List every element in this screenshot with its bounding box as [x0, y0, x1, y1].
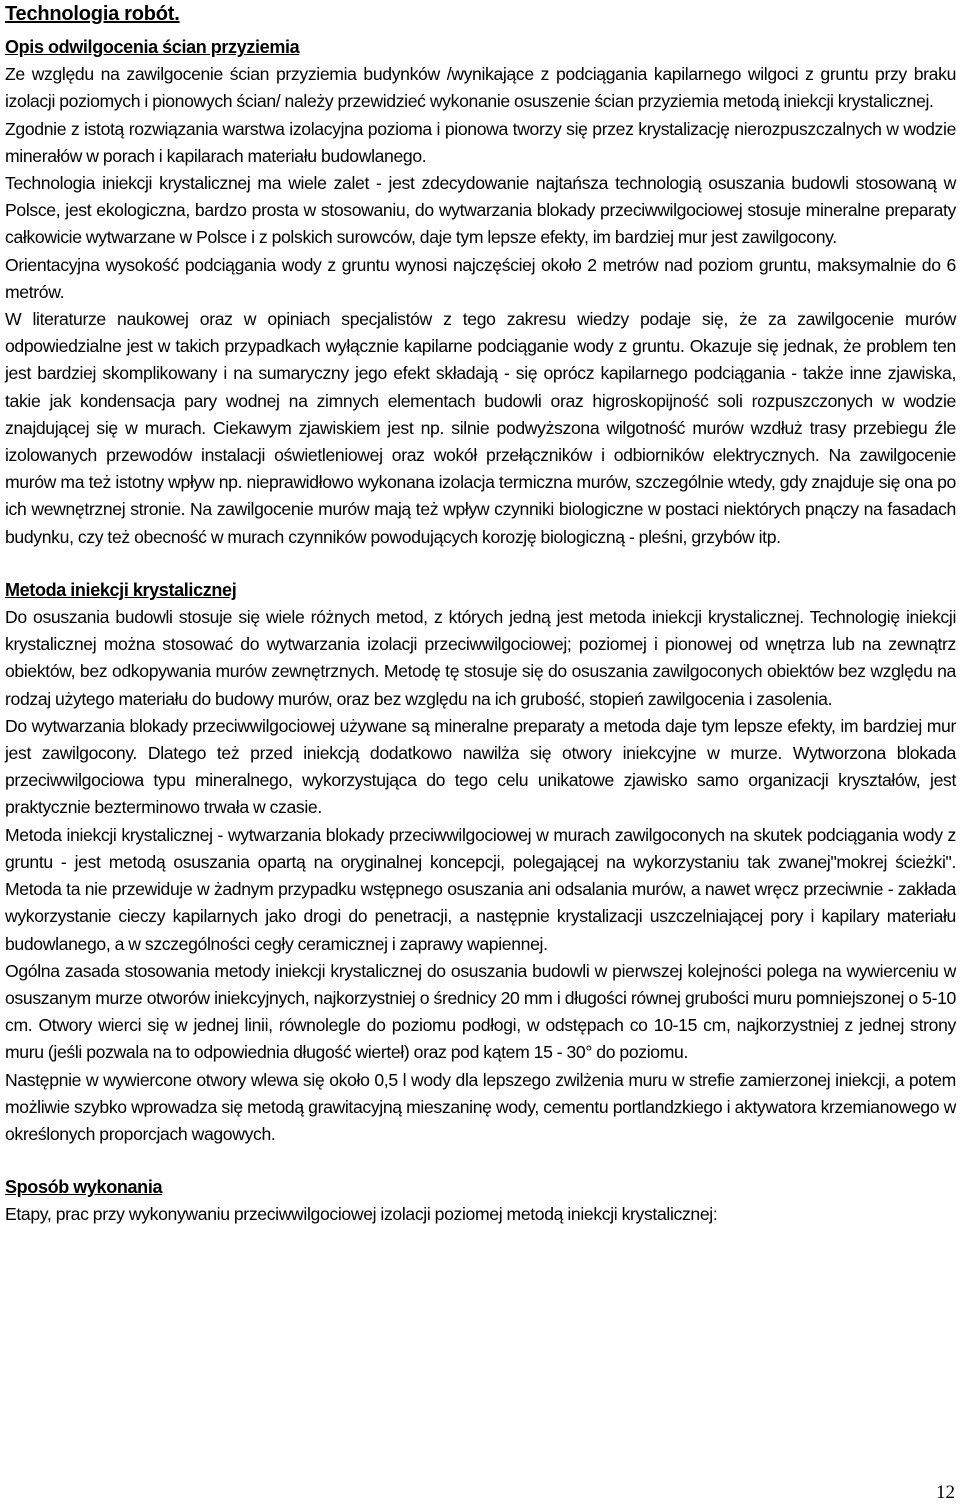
- spacer: [5, 1148, 956, 1174]
- paragraph: Metoda iniekcji krystalicznej - wytwarzania blokady przeciwwilgociowej w murach zawilgoconych na skutek podciągania wody z gruntu - jest metodą osuszania opartą na oryginalnej koncepcji, polegającej na wykorzystaniu tak zwanej"mokrej ścieżki". Metoda ta nie przewiduje w żadnym przypadku wstępnego osuszania ani odsalania murów, a nawet wręcz przeciwnie - zakłada wykorzystanie cieczy kapilarnych jako drogi do penetracji, a następnie krystalizacji uszczelniającej pory i kapilary materiału budowlanego, a w szczególności cegły ceramicznej i zaprawy wapiennej.: [5, 824, 956, 954]
- paragraph: Etapy, prac przy wykonywaniu przeciwwilgociowej izolacji poziomej metodą iniekcji krystalicznej:: [5, 1204, 718, 1225]
- paragraph: Technologia iniekcji krystalicznej ma wiele zalet - jest zdecydowanie najtańsza technologią osuszania budowli stosowaną w Polsce, jest ekologiczna, bardzo prosta w stosowaniu, do wytwarzania blokady przeciwwilgociowej stosuje mineralne preparaty całkowicie wytwarzane w Polsce i z polskich surowców, daje tym lepsze efekty, im bardziej mur jest zawilgocony.: [5, 173, 956, 248]
- paragraph: Orientacyjna wysokość podciągania wody z gruntu wynosi najczęściej około 2 metrów nad poziom gruntu, maksymalnie do 6 metrów.: [5, 254, 956, 302]
- paragraph: Do wytwarzania blokady przeciwwilgociowej używane są mineralne preparaty a metoda daje tym lepsze efekty, im bardziej mur jest zawilgocony. Dlatego też przed iniekcją dodatkowo nawilża się otwory iniekcyjne w murze. Wytworzona blokada przeciwwilgociowa typu mineralnego, wykorzystująca do tego celu unikatowe zjawisko samo organizacji kryształów, jest praktycznie bezterminowo trwała w czasie.: [5, 715, 956, 818]
- paragraph: Ze względu na zawilgocenie ścian przyziemia budynków /wynikające z podciągania kapilarnego wilgoci z gruntu przy braku izolacji poziomych i pionowych ścian/ należy przewidzieć wykonanie osuszenie ścian przyziemia metodą iniekcji krystalicznej.: [5, 64, 956, 112]
- spacer: [5, 551, 956, 577]
- section-heading-sposob: Sposób wykonania: [5, 1177, 163, 1198]
- paragraph: Ogólna zasada stosowania metody iniekcji krystalicznej do osuszania budowli w pierwszej kolejności polega na wywierceniu w osuszanym murze otworów iniekcyjnych, najkorzystniej o średnicy 20 mm i długości równej grubości muru pomniejszonej o 5-10 cm. Otwory wierci się w jednej linii, równolegle do poziomu podłogi, w odstępach co 10-15 cm, najkorzystniej z jednej strony muru (jeśli pozwala na to odpowiednia długość wierteł) oraz pod kątem 15 - 30° do poziomu.: [5, 960, 956, 1063]
- paragraph: W literaturze naukowej oraz w opiniach specjalistów z tego zakresu wiedzy podaje się, że za zawilgocenie murów odpowiedzialne jest w takich przypadkach wyłącznie kapilarne podciąganie wody z gruntu. Okazuje się jednak, że problem ten jest bardziej skomplikowany i na sumaryczny jego efekt składają - się oprócz kapilarnego podciągania - także inne zjawiska, takie jak kondensacja pary wodnej na zimnych elementach budowli oraz higroskopijność soli rozpuszczonych w wodzie znajdującej się w murach. Ciekawym zjawiskiem jest np. silnie podwyższona wilgotność murów wzdłuż trasy przebiegu źle izolowanych przewodów instalacji oświetleniowej oraz wokół przełączników i odbiorników elektrycznych. Na zawilgocenie murów ma też istotny wpływ np. nieprawidłowo wykonana izolacja termiczna murów, szczególnie wtedy, gdy znajduje się ona po ich wewnętrznej stronie. Na zawilgocenie murów mają też wpływ czynniki biologiczne w postaci niektórych pnączy na fasadach budynku, czy też obecność w murach czynników powodujących korozję biologiczną - pleśni, grzybów itp.: [5, 309, 956, 547]
- paragraph: Do osuszania budowli stosuje się wiele różnych metod, z których jedną jest metoda iniekcji krystalicznej. Technologię iniekcji krystalicznej można stosować do wytwarzania izolacji przeciwwilgociowej; poziomej i pionowej od wnętrza lub na zewnątrz obiektów, bez odkopywania murów zewnętrznych. Metodę tę stosuje się do osuszania zawilgoconych obiektów bez względu na rodzaj użytego materiału do budowy murów, oraz bez względu na ich grubość, stopień zawilgocenia i zasolenia.: [5, 607, 956, 709]
- section-heading-opis: Opis odwilgocenia ścian przyziemia: [5, 37, 300, 57]
- paragraph: Zgodnie z istotą rozwiązania warstwa izolacyjna pozioma i pionowa tworzy się przez krystalizację nierozpuszczalnych w wodzie minerałów w porach i kapilarach materiału budowlanego.: [5, 118, 956, 166]
- section-heading-metoda: Metoda iniekcji krystalicznej: [5, 579, 237, 600]
- paragraph: Następnie w wywiercone otwory wlewa się około 0,5 l wody dla lepszego zwilżenia muru w strefie zamierzonej iniekcji, a potem możliwie szybko wprowadza się metodą grawitacyjną mieszaninę wody, cementu portlandzkiego i aktywatora krzemianowego w określonych proporcjach wagowych.: [5, 1069, 956, 1144]
- document-title: Technologia robót.: [5, 3, 180, 25]
- document-page: [5, 0, 956, 1229]
- page-number: 12: [936, 1482, 955, 1503]
